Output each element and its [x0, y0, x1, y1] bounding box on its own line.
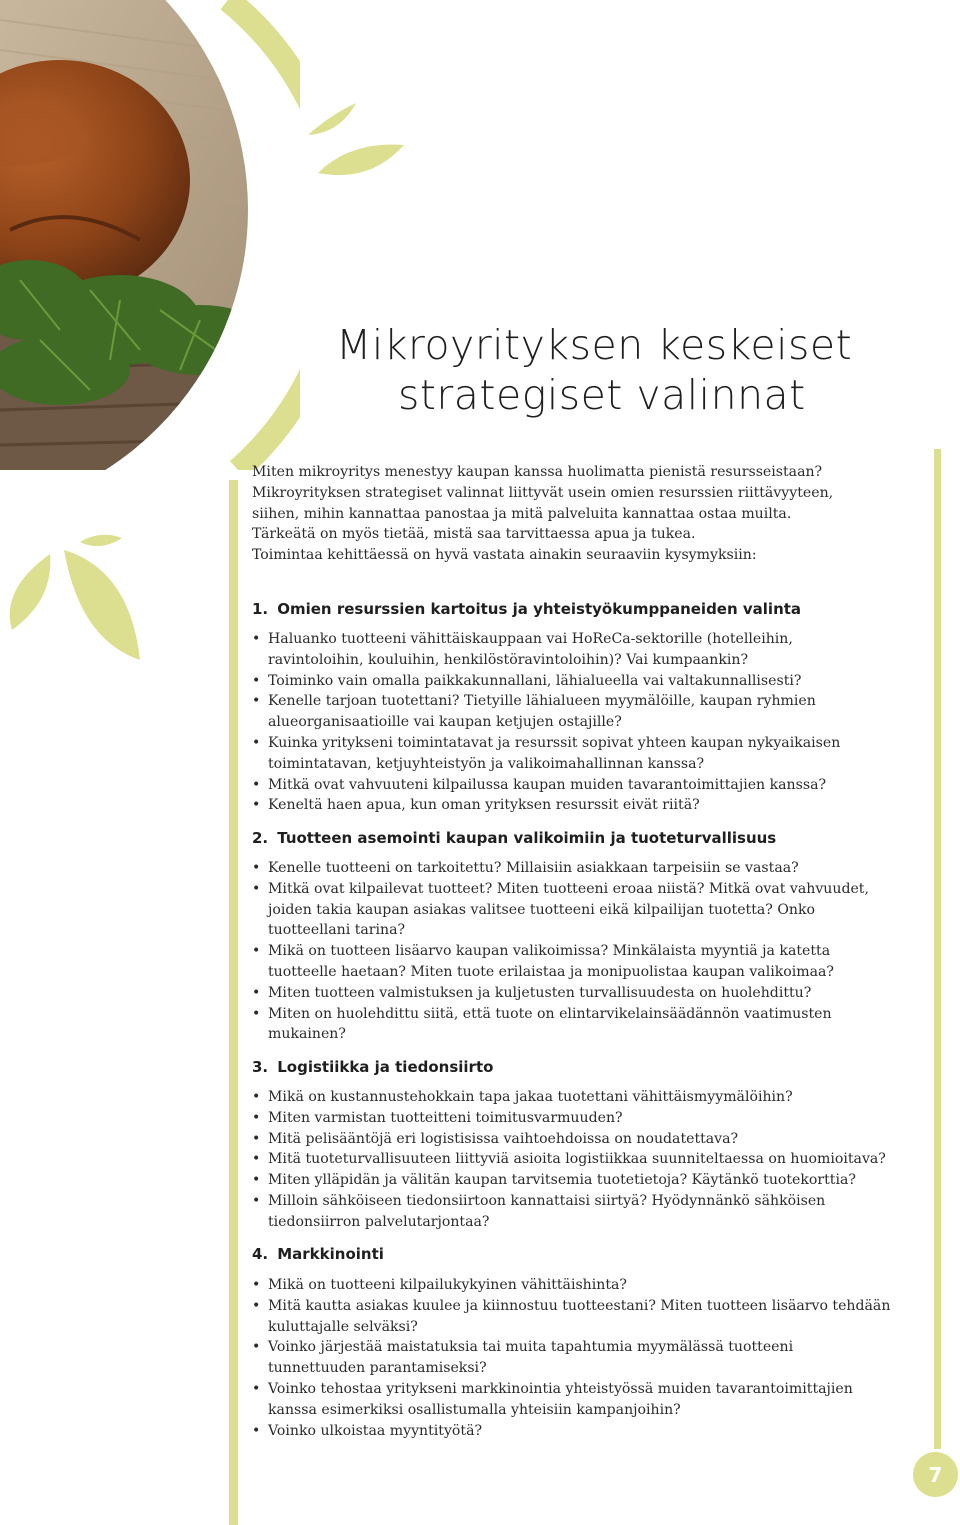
list-item — [252, 733, 922, 775]
intro-line: siihen, mihin kannattaa panostaa ja mitä palveluita kannattaa ostaa muilta. — [252, 505, 792, 522]
list-item — [252, 775, 922, 796]
leaf-decoration-icon — [300, 95, 410, 185]
list-item-line: tuotteelle haetaan? Miten tuote erilaistaa ja monipuolistaa kaupan valikoimaa? — [268, 963, 834, 980]
list-item-line: • Mikä on tuotteen lisäarvo kaupan valikoimissa? Minkälaista myyntiä ja katetta — [268, 943, 831, 960]
list-item-line: kuluttajalle selväksi? — [268, 1318, 418, 1335]
list-item-line: • Voinko tehostaa yritykseni markkinointia yhteistyössä muiden tavarantoimittajien — [268, 1380, 853, 1397]
intro-line: Miten mikroyritys menestyy kaupan kanssa huolimatta pienistä resursseistaan? — [252, 464, 823, 480]
section-title: Omien resurssien kartoitus ja yhteistyökumppaneiden valinta — [277, 600, 802, 618]
list-item-line: • Voinko ulkoistaa myyntityötä? — [268, 1422, 483, 1439]
section-number: 2. — [252, 829, 269, 847]
list-item — [252, 1191, 922, 1233]
list-item-line: • Mitkä ovat vahvuuteni kilpailussa kaupan muiden tavarantoimittajien kanssa? — [268, 776, 827, 793]
section-title: Markkinointi — [277, 1245, 384, 1263]
title-line-1: Mikroyrityksen keskeiset — [336, 321, 853, 369]
intro-paragraph — [252, 462, 912, 566]
page-number: 7 — [913, 1452, 958, 1497]
list-item — [252, 1170, 922, 1191]
list-item — [252, 1296, 922, 1338]
list-item-line: • Mikä on kustannustehokkain tapa jakaa tuotettani vähittäismyymälöihin? — [268, 1089, 793, 1105]
intro-line: Toimintaa kehittäessä on hyvä vastata ainakin seuraaviin kysymyksiin: — [252, 547, 757, 564]
leaf-decoration-icon — [0, 530, 150, 680]
list-item-line: • Kuinka yritykseni toimintatavat ja resurssit sopivat yhteen kaupan nykyaikaisen — [268, 734, 841, 751]
list-item-line: • Milloin sähköiseen tiedonsiirtoon kannattaisi siirtyä? Hyödynnänkö sähköisen — [268, 1192, 826, 1209]
section-heading-1 — [252, 600, 801, 618]
list-item-line: • Mitä kautta asiakas kuulee ja kiinnostuu tuotteestani? Miten tuotteen lisäarvo tehdään — [268, 1297, 891, 1314]
list-item — [252, 1421, 922, 1442]
section-title: Tuotteen asemointi kaupan valikoimiin ja tuoteturvallisuus — [277, 829, 777, 847]
list-item-line: • Miten tuotteen valmistuksen ja kuljetusten turvallisuudesta on huolehdittu? — [268, 984, 812, 1001]
section-title: Logistiikka ja tiedonsiirto — [277, 1058, 494, 1076]
list-item — [252, 1275, 922, 1296]
list-item-line: mukainen? — [268, 1026, 346, 1043]
list-item-line: joiden takia kaupan asiakas valitsee tuotteeni eikä kilpailijan tuotetta? Onko — [268, 901, 815, 918]
list-item-line: • Voinko järjestää maistatuksia tai muita tapahtumia myymälässä tuotteeni — [268, 1339, 794, 1356]
list-item-line: ravintoloihin, kouluihin, henkilöstöravintoloihin)? Vai kumpaankin? — [268, 651, 749, 668]
question-list-1 — [252, 629, 922, 816]
list-item-line: • Kenelle tuotteeni on tarkoitettu? Millaisiin asiakkaan tarpeisiin se vastaa? — [268, 860, 799, 876]
bread-photo — [0, 0, 300, 470]
right-accent-bar — [934, 449, 941, 1449]
title-line-2: strategiset valinnat — [398, 371, 806, 419]
intro-line: Mikroyrityksen strategiset valinnat liittyvät usein omien resurssien riittävyyteen, — [252, 484, 834, 501]
list-item-line: • Mitä pelisääntöjä eri logistisissa vaihtoehdoissa on noudatettava? — [268, 1130, 739, 1147]
list-item — [252, 858, 922, 879]
list-item-line: • Toiminko vain omalla paikkakunnallani, lähialueella vai valtakunnallisesti? — [268, 672, 802, 689]
list-item-line: • Miten on huolehdittu siitä, että tuote on elintarvikelainsäädännön vaatimusten — [268, 1005, 832, 1022]
left-accent-bar — [229, 480, 238, 1525]
question-list-3 — [252, 1087, 922, 1233]
list-item — [252, 671, 922, 692]
list-item-line: • Mitä tuoteturvallisuuteen liittyviä asioita logistiikkaa suunniteltaessa on huomioitava? — [268, 1151, 886, 1168]
list-item — [252, 691, 922, 733]
list-item — [252, 795, 922, 816]
list-item-line: • Miten ylläpidän ja välitän kaupan tarvitsemia tuotetietoja? Käytänkö tuotekorttia? — [268, 1172, 856, 1189]
question-list-2 — [252, 858, 922, 1045]
list-item — [252, 1379, 922, 1421]
list-item-line: tunnettuuden parantamiseksi? — [268, 1360, 487, 1377]
intro-line: Tärkeätä on myös tietää, mistä saa tarvittaessa apua ja tukea. — [252, 526, 696, 543]
list-item-line: • Haluanko tuotteeni vähittäiskauppaan vai HoReCa-sektorille (hotelleihin, — [268, 631, 793, 647]
list-item — [252, 1149, 922, 1170]
list-item-line: toimintatavan, ketjuyhteistyön ja valikoimahallinnan kanssa? — [268, 755, 705, 772]
list-item-line: • Miten varmistan tuotteitteni toimitusvarmuuden? — [268, 1109, 623, 1126]
list-item — [252, 941, 922, 983]
list-item — [252, 1004, 922, 1046]
question-list-4 — [252, 1275, 922, 1441]
section-number: 3. — [252, 1058, 269, 1076]
list-item-line: • Keneltä haen apua, kun oman yrityksen resurssit eivät riitä? — [268, 797, 700, 814]
section-number: 4. — [252, 1245, 269, 1263]
section-heading-3 — [252, 1058, 493, 1076]
list-item-line: alueorganisaatioille vai kaupan ketjujen ostajille? — [268, 714, 622, 731]
list-item-line: tuotteellani tarina? — [268, 922, 406, 939]
list-item — [252, 1087, 922, 1108]
page-title — [336, 320, 896, 420]
list-item — [252, 1337, 922, 1379]
list-item-line: kanssa esimerkiksi osallistumalla yhteisiin kampanjoihin? — [268, 1401, 681, 1418]
list-item-line: • Mikä on tuotteeni kilpailukykyinen vähittäishinta? — [268, 1277, 627, 1293]
list-item-line: • Mitkä ovat kilpailevat tuotteet? Miten tuotteeni eroaa niistä? Mitkä ovat vahvuudet, — [268, 880, 869, 897]
list-item — [252, 879, 922, 941]
list-item — [252, 1108, 922, 1129]
list-item — [252, 1129, 922, 1150]
list-item-line: tiedonsiirron palvelutarjontaa? — [268, 1213, 490, 1230]
section-heading-4 — [252, 1245, 384, 1263]
section-heading-2 — [252, 829, 776, 847]
list-item — [252, 983, 922, 1004]
list-item-line: • Kenelle tarjoan tuotettani? Tietyille lähialueen myymälöille, kaupan ryhmien — [268, 693, 816, 710]
list-item — [252, 629, 922, 671]
section-number: 1. — [252, 600, 269, 618]
